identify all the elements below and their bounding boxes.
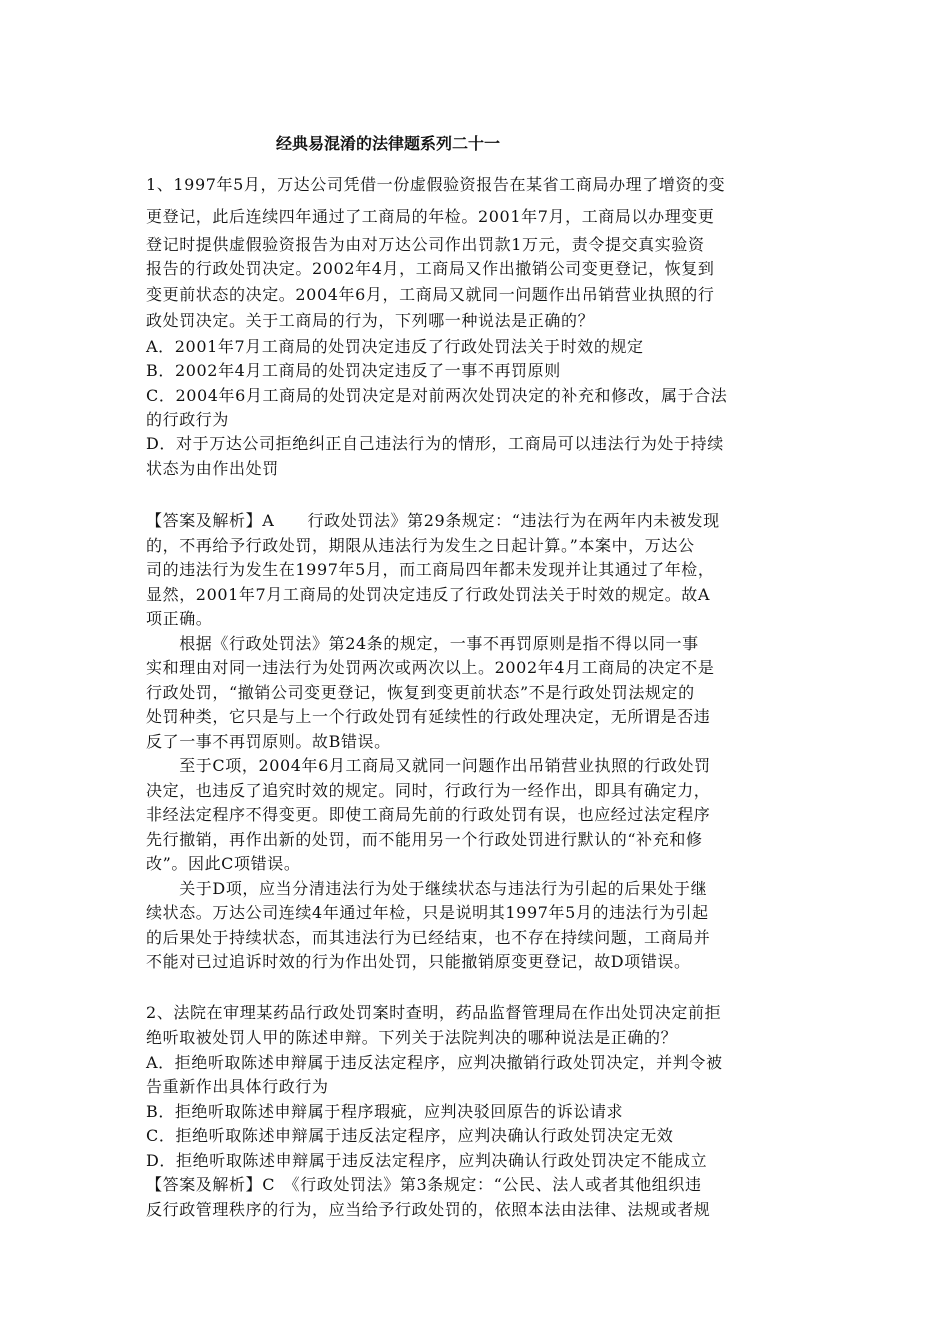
text-line: B．2002年4月工商局的处罚决定违反了一事不再罚原则 (146, 361, 561, 380)
text-line: 至于C项，2004年6月工商局又就同一问题作出吊销营业执照的行政处罚 (146, 756, 711, 775)
text-line: C．2004年6月工商局的处罚决定是对前两次处罚决定的补充和修改，属于合法 (146, 386, 728, 405)
text-line: 不能对已过追诉时效的行为作出处罚，只能撤销原变更登记，故D项错误。 (146, 952, 691, 971)
text-line: 行政处罚，“撤销公司变更登记，恢复到变更前状态”不是行政处罚法规定的 (146, 683, 695, 702)
text-line: 的后果处于持续状态，而其违法行为已经结束，也不存在持续问题，工商局并 (146, 928, 711, 947)
page-title: 经典易混淆的法律题系列二十一 (276, 134, 501, 153)
text-line: 1、1997年5月，万达公司凭借一份虚假验资报告在某省工商局办理了增资的变 (146, 175, 726, 194)
text-line: 决定，也违反了追究时效的规定。同时，行政行为一经作出，即具有确定力， (146, 781, 711, 800)
text-line: 的行政行为 (146, 410, 230, 429)
text-line: 改”。因此C项错误。 (146, 854, 301, 873)
text-line: A．2001年7月工商局的处罚决定违反了行政处罚法关于时效的规定 (146, 337, 644, 356)
text-line: 告重新作出具体行政行为 (146, 1077, 329, 1096)
text-line: 反了一事不再罚原则。故B错误。 (146, 732, 391, 751)
text-line: 实和理由对同一违法行为处罚两次或两次以上。2002年4月工商局的决定不是 (146, 658, 715, 677)
text-line: A．拒绝听取陈述申辩属于违反法定程序，应判决撤销行政处罚决定，并判令被 (146, 1053, 723, 1072)
text-line: C．拒绝听取陈述申辩属于违反法定程序，应判决确认行政处罚决定无效 (146, 1126, 674, 1145)
text-line: 根据《行政处罚法》第24条的规定，一事不再罚原则是指不得以同一事 (146, 634, 699, 653)
text-line: B．拒绝听取陈述申辩属于程序瑕疵，应判决驳回原告的诉讼请求 (146, 1102, 624, 1121)
text-line: 先行撤销，再作出新的处罚，而不能用另一个行政处罚进行默认的“补充和修 (146, 830, 703, 849)
text-line: 项正确。 (146, 609, 213, 628)
text-line: 绝听取被处罚人甲的陈述申辩。下列关于法院判决的哪种说法是正确的？ (146, 1028, 678, 1047)
text-line: 关于D项，应当分清违法行为处于继续状态与违法行为引起的后果处于继 (146, 879, 708, 898)
text-line: 登记时提供虚假验资报告为由对万达公司作出罚款1万元，责令提交真实验资 (146, 235, 705, 254)
text-line: 处罚种类，它只是与上一个行政处罚有延续性的行政处理决定，无所谓是否违 (146, 707, 711, 726)
text-line: 反行政管理秩序的行为，应当给予行政处罚的，依照本法由法律、法规或者规 (146, 1200, 711, 1219)
text-line: 续状态。万达公司连续4年通过年检，只是说明其1997年5月的违法行为引起 (146, 903, 709, 922)
text-line: 非经法定程序不得变更。即使工商局先前的行政处罚有误，也应经过法定程序 (146, 805, 711, 824)
text-line: 更登记，此后连续四年通过了工商局的年检。2001年7月，工商局以办理变更 (146, 207, 715, 226)
text-line: D．拒绝听取陈述申辩属于违反法定程序，应判决确认行政处罚决定不能成立 (146, 1151, 708, 1170)
text-line: 变更前状态的决定。2004年6月，工商局又就同一问题作出吊销营业执照的行 (146, 285, 715, 304)
text-line: 报告的行政处罚决定。2002年4月，工商局又作出撤销公司变更登记，恢复到 (146, 259, 715, 278)
text-line: 政处罚决定。关于工商局的行为，下列哪一种说法是正确的？ (146, 311, 595, 330)
text-line: 显然，2001年7月工商局的处罚决定违反了行政处罚法关于时效的规定。故A (146, 585, 711, 604)
text-line: 的，不再给予行政处罚，期限从违法行为发生之日起计算。”本案中，万达公 (146, 536, 695, 555)
text-line: 2、法院在审理某药品行政处罚案时查明，药品监督管理局在作出处罚决定前拒 (146, 1003, 722, 1022)
text-line: 司的违法行为发生在1997年5月，而工商局四年都未发现并让其通过了年检， (146, 560, 715, 579)
text-line: 状态为由作出处罚 (146, 459, 279, 478)
text-line: 【答案及解析】C 《行政处罚法》第3条规定：“公民、法人或者其他组织违 (146, 1175, 702, 1194)
text-line: D．对于万达公司拒绝纠正自己违法行为的情形，工商局可以违法行为处于持续 (146, 434, 724, 453)
text-line: 【答案及解析】A 行政处罚法》第29条规定：“违法行为在两年内未被发现 (146, 511, 720, 530)
